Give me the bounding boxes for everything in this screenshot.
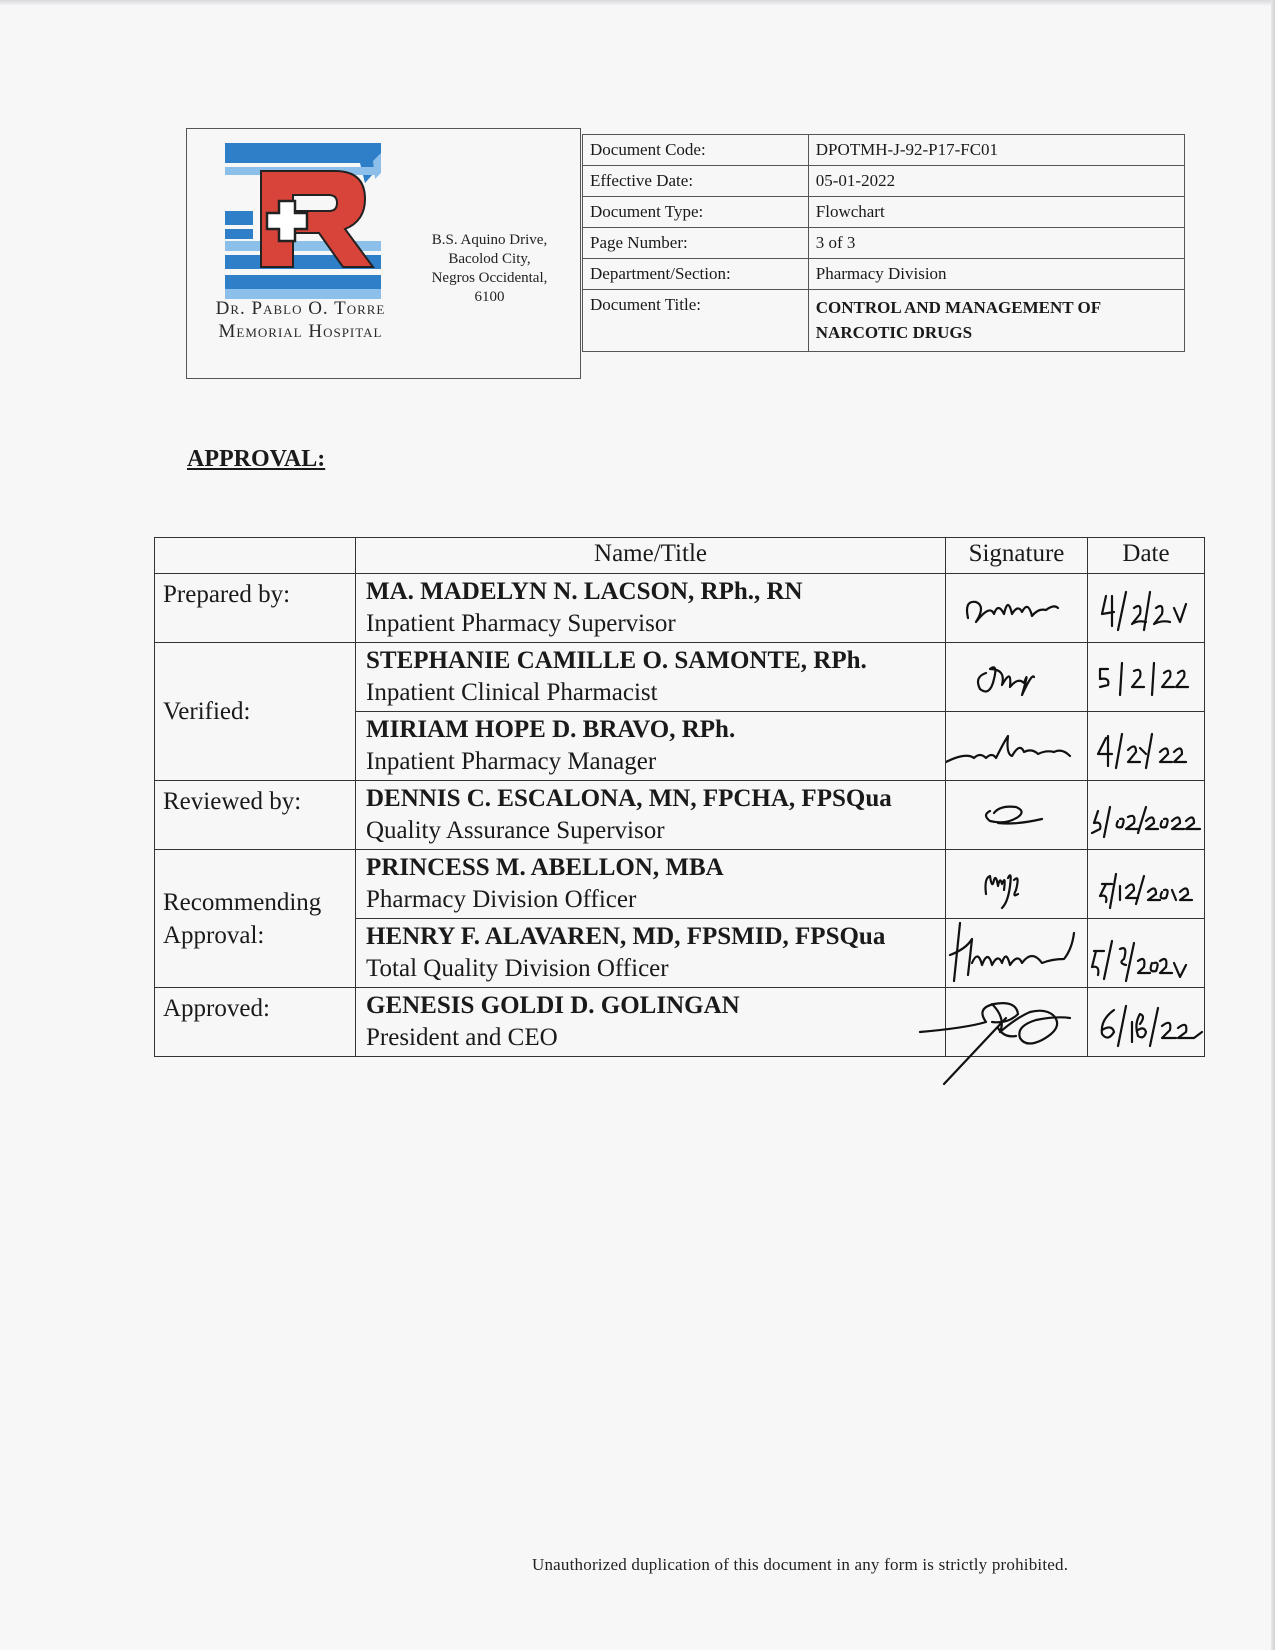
- empty-header-cell: [155, 538, 356, 574]
- person-title: Total Quality Division Officer: [366, 955, 669, 982]
- info-label: Document Code:: [583, 135, 809, 166]
- table-row: [155, 850, 1205, 919]
- scan-top-shadow: [0, 0, 1275, 6]
- role-verified: Verified:: [155, 643, 356, 781]
- info-row-page-number: [583, 228, 1185, 259]
- handwritten-date: [1088, 988, 1204, 1056]
- date-cell: [1088, 919, 1205, 988]
- handwritten-signature: [946, 781, 1086, 849]
- handwritten-signature: [946, 712, 1086, 780]
- signature-cell: [946, 781, 1088, 850]
- person-name: HENRY F. ALAVAREN, MD, FPSMID, FPSQua: [366, 923, 886, 950]
- column-header-name-title: Name/Title: [356, 538, 946, 574]
- hospital-identity-box: [186, 128, 581, 379]
- table-row: [155, 781, 1205, 850]
- date-cell: [1088, 643, 1205, 712]
- handwritten-signature: [946, 988, 1086, 1056]
- hospital-logo: [225, 143, 381, 299]
- role-reviewed: Reviewed by:: [155, 781, 356, 850]
- address-line: B.S. Aquino Drive,: [431, 232, 548, 248]
- approval-header-row: [155, 538, 1205, 574]
- info-label: Page Number:: [583, 228, 809, 259]
- person-name: DENNIS C. ESCALONA, MN, FPCHA, FPSQua: [366, 785, 892, 812]
- person-cell: [356, 574, 946, 643]
- date-cell: [1088, 781, 1205, 850]
- signature-cell: [946, 988, 1088, 1057]
- signature-cell: [946, 919, 1088, 988]
- info-row-document-type: [583, 197, 1185, 228]
- date-cell: [1088, 574, 1205, 643]
- handwritten-date: [1088, 574, 1204, 642]
- role-prepared: Prepared by:: [155, 574, 356, 643]
- person-cell: [356, 712, 946, 781]
- info-label: Department/Section:: [583, 259, 809, 290]
- info-row-effective-date: [583, 166, 1185, 197]
- table-row: [155, 643, 1205, 712]
- footer-notice: Unauthorized duplication of this document in any form is strictly prohibited.: [532, 1555, 1069, 1574]
- person-title: Pharmacy Division Officer: [366, 886, 637, 913]
- date-cell: [1088, 850, 1205, 919]
- signature-cell: [946, 850, 1088, 919]
- person-title: Inpatient Pharmacy Manager: [366, 748, 657, 775]
- person-title: Quality Assurance Supervisor: [366, 817, 665, 844]
- address-line: 6100: [474, 289, 505, 305]
- person-cell: [356, 643, 946, 712]
- handwritten-signature: [946, 574, 1086, 642]
- signature-cell: [946, 574, 1088, 643]
- info-value: Flowchart: [808, 197, 1184, 228]
- person-title: Inpatient Pharmacy Supervisor: [366, 610, 676, 637]
- person-name: STEPHANIE CAMILLE O. SAMONTE, RPh.: [366, 647, 867, 674]
- column-header-signature: Signature: [946, 538, 1088, 574]
- info-value: Pharmacy Division: [808, 259, 1184, 290]
- handwritten-signature: [946, 850, 1086, 918]
- role-recommending-approval: Recommending Approval:: [155, 850, 356, 988]
- address-line: Bacolod City,: [448, 251, 531, 267]
- date-cell: [1088, 712, 1205, 781]
- person-title: President and CEO: [366, 1024, 558, 1051]
- hospital-name-line1: Dr. Pablo O. Torre: [215, 298, 386, 319]
- handwritten-date: [1088, 712, 1204, 780]
- info-value: DPOTMH-J-92-P17-FC01: [808, 135, 1184, 166]
- info-row-department: [583, 259, 1185, 290]
- signature-cell: [946, 643, 1088, 712]
- approval-table: [154, 537, 1205, 1057]
- handwritten-date: [1088, 643, 1204, 711]
- handwritten-date: [1088, 919, 1204, 987]
- person-name: MA. MADELYN N. LACSON, RPh., RN: [366, 578, 803, 605]
- handwritten-signature: [946, 919, 1086, 987]
- person-cell: [356, 781, 946, 850]
- person-name: PRINCESS M. ABELLON, MBA: [366, 854, 724, 881]
- table-row: [155, 574, 1205, 643]
- info-label: Document Title:: [583, 290, 809, 352]
- person-name: MIRIAM HOPE D. BRAVO, RPh.: [366, 716, 736, 743]
- hospital-name: [193, 297, 408, 343]
- person-cell: [356, 850, 946, 919]
- hospital-name-line2: Memorial Hospital: [218, 321, 383, 342]
- person-name: GENESIS GOLDI D. GOLINGAN: [366, 992, 740, 1019]
- scan-right-edge: [1271, 0, 1275, 1650]
- handwritten-date: [1088, 850, 1204, 918]
- role-approved: Approved:: [155, 988, 356, 1057]
- hospital-address: [417, 231, 562, 307]
- signature-cell: [946, 712, 1088, 781]
- info-value: 3 of 3: [808, 228, 1184, 259]
- info-value-document-title: CONTROL AND MANAGEMENT OF NARCOTIC DRUGS: [808, 290, 1184, 352]
- handwritten-date: [1088, 781, 1204, 849]
- document-header: [186, 128, 1184, 386]
- column-header-date: Date: [1088, 538, 1205, 574]
- person-title: Inpatient Clinical Pharmacist: [366, 679, 658, 706]
- address-line: Negros Occidental,: [431, 270, 548, 286]
- info-value: 05-01-2022: [808, 166, 1184, 197]
- info-row-document-title: [583, 290, 1185, 352]
- handwritten-signature: [946, 643, 1086, 711]
- approval-heading: APPROVAL:: [187, 446, 326, 472]
- date-cell: [1088, 988, 1205, 1057]
- person-cell: [356, 988, 946, 1057]
- info-label: Effective Date:: [583, 166, 809, 197]
- info-row-document-code: [583, 135, 1185, 166]
- table-row: [155, 988, 1205, 1057]
- person-cell: [356, 919, 946, 988]
- info-label: Document Type:: [583, 197, 809, 228]
- document-info-table: [582, 134, 1185, 352]
